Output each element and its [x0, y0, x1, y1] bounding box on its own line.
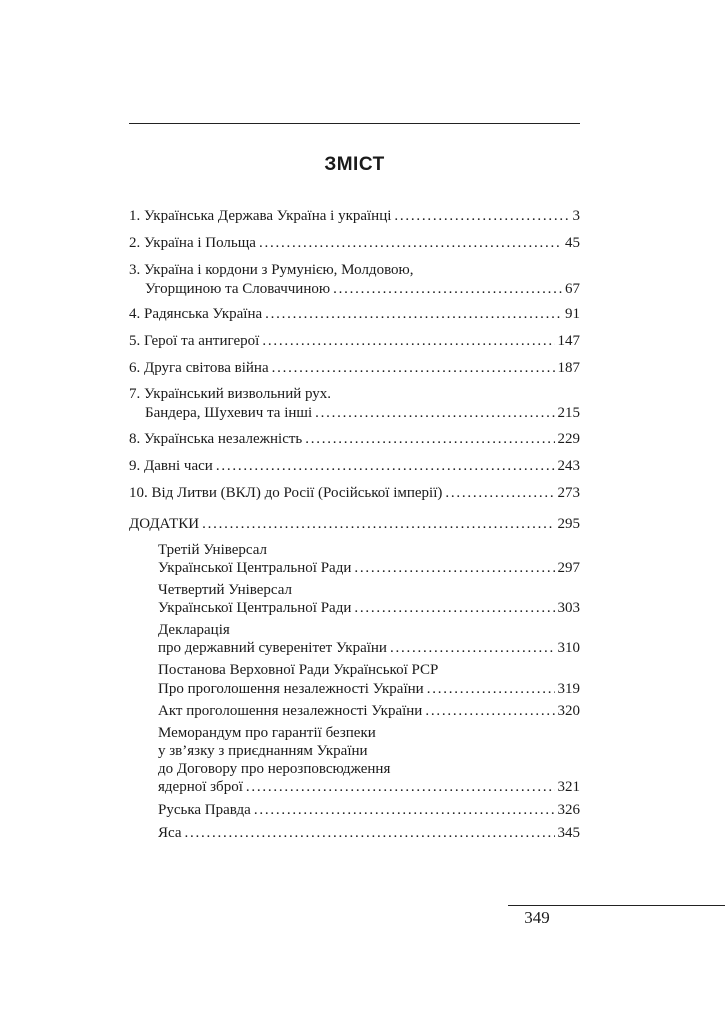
toc-subentry[interactable] — [158, 638, 580, 658]
dot-leader — [333, 279, 562, 299]
dot-leader — [394, 206, 569, 226]
toc-entry-page: 320 — [557, 703, 580, 719]
dot-leader — [427, 679, 555, 699]
toc-entry-title: ядерної зброї — [158, 779, 243, 795]
toc-subentry-title-line1: Четвертий Універсал — [158, 582, 293, 598]
toc-entry-page: 243 — [557, 458, 580, 474]
dot-leader — [254, 800, 555, 820]
toc-entry-page: 319 — [557, 681, 580, 697]
page-title: ЗМІСТ — [324, 154, 385, 175]
dot-leader — [185, 823, 555, 843]
toc-entry-title: 5. Герої та антигерої — [129, 333, 260, 349]
toc-entry-title: 6. Друга світова війна — [129, 360, 269, 376]
toc-entry-title: Яса — [158, 825, 182, 841]
toc-entry-page: 67 — [565, 281, 580, 297]
toc-entry[interactable] — [129, 233, 580, 253]
dot-leader — [265, 304, 562, 324]
toc-subentry[interactable] — [158, 679, 580, 699]
toc-entry[interactable] — [145, 403, 580, 423]
toc-entry-page: 303 — [557, 600, 580, 616]
toc-entry-page: 345 — [557, 825, 580, 841]
toc-entry[interactable] — [129, 429, 580, 449]
footer-rule — [508, 905, 725, 906]
top-rule — [129, 123, 580, 124]
toc-entry-page: 147 — [557, 333, 580, 349]
toc-entry-title: 1. Українська Держава Україна і українці — [129, 208, 392, 224]
toc-subentry-title-line1: Декларація — [158, 622, 230, 638]
toc-entry-page: 229 — [557, 431, 580, 447]
dot-leader — [272, 358, 555, 378]
dot-leader — [202, 514, 554, 534]
dot-leader — [315, 403, 554, 423]
dot-leader — [262, 331, 554, 351]
dot-leader — [390, 638, 555, 658]
dot-leader — [246, 777, 555, 797]
dot-leader — [425, 701, 554, 721]
toc-entry[interactable] — [129, 483, 580, 503]
toc-entry[interactable] — [129, 456, 580, 476]
dot-leader — [354, 598, 554, 618]
toc-entry-title: Української Центральної Ради — [158, 560, 352, 576]
toc-entry-page: 297 — [557, 560, 580, 576]
dot-leader — [259, 233, 562, 253]
toc-subentry-title-line2: у зв’язку з приєднанням України — [158, 743, 368, 759]
dot-leader — [305, 429, 554, 449]
toc-entry-title-line1: 7. Український визвольний рух. — [129, 386, 332, 402]
toc-subentry-title-line1: Третій Універсал — [158, 542, 268, 558]
toc-entry-title: 8. Українська незалежність — [129, 431, 303, 447]
toc-entry-title: ДОДАТКИ — [129, 516, 200, 532]
toc-entry-page: 215 — [557, 405, 580, 421]
toc-subentry[interactable] — [158, 823, 580, 843]
toc-entry-title: Бандера, Шухевич та інші — [145, 405, 313, 421]
toc-appendix-entry[interactable] — [129, 514, 580, 534]
toc-entry-title: Угорщиною та Словаччиною — [145, 281, 331, 297]
toc-entry-page: 310 — [557, 640, 580, 656]
toc-entry[interactable] — [129, 358, 580, 378]
toc-entry[interactable] — [129, 304, 580, 324]
toc-entry-page: 295 — [557, 516, 580, 532]
toc-subentry[interactable] — [158, 598, 580, 618]
toc-entry-title-line1: 3. Україна і кордони з Румунією, Молдовою, — [129, 262, 414, 278]
toc-entry-page: 45 — [565, 235, 580, 251]
toc-entry-page: 321 — [557, 779, 580, 795]
toc-entry-title: Української Центральної Ради — [158, 600, 352, 616]
toc-entry-page: 326 — [557, 802, 580, 818]
toc-entry-title: 2. Україна і Польща — [129, 235, 256, 251]
page-number: 349 — [524, 908, 550, 927]
dot-leader — [445, 483, 554, 503]
dot-leader — [354, 558, 554, 578]
toc-subentry[interactable] — [158, 777, 580, 797]
toc-entry[interactable] — [145, 279, 580, 299]
toc-entry[interactable] — [129, 331, 580, 351]
toc-entry-page: 91 — [565, 306, 580, 322]
toc-subentry[interactable] — [158, 558, 580, 578]
toc-entry-title: Про проголошення незалежності України — [158, 681, 424, 697]
toc-entry[interactable] — [129, 206, 580, 226]
toc-entry-page: 273 — [557, 485, 580, 501]
toc-subentry[interactable] — [158, 701, 580, 721]
toc-entry-title: 10. Від Литви (ВКЛ) до Росії (Російської імперії) — [129, 485, 443, 501]
toc-entry-title: Руська Правда — [158, 802, 251, 818]
toc-entry-title: 4. Радянська Україна — [129, 306, 263, 322]
toc-entry-page: 187 — [557, 360, 580, 376]
toc-subentry-title-line1: Меморандум про гарантії безпеки — [158, 725, 376, 741]
toc-subentry-title-line1: Постанова Верховної Ради Української РСР — [158, 662, 439, 678]
dot-leader — [216, 456, 555, 476]
toc-subentry[interactable] — [158, 800, 580, 820]
toc-entry-title: 9. Давні часи — [129, 458, 213, 474]
toc-entry-page: 3 — [572, 208, 580, 224]
toc-entry-title: Акт проголошення незалежності України — [158, 703, 423, 719]
toc-subentry-title-line3: до Договору про нерозповсюдження — [158, 761, 391, 777]
toc-entry-title: про державний суверенітет України — [158, 640, 387, 656]
